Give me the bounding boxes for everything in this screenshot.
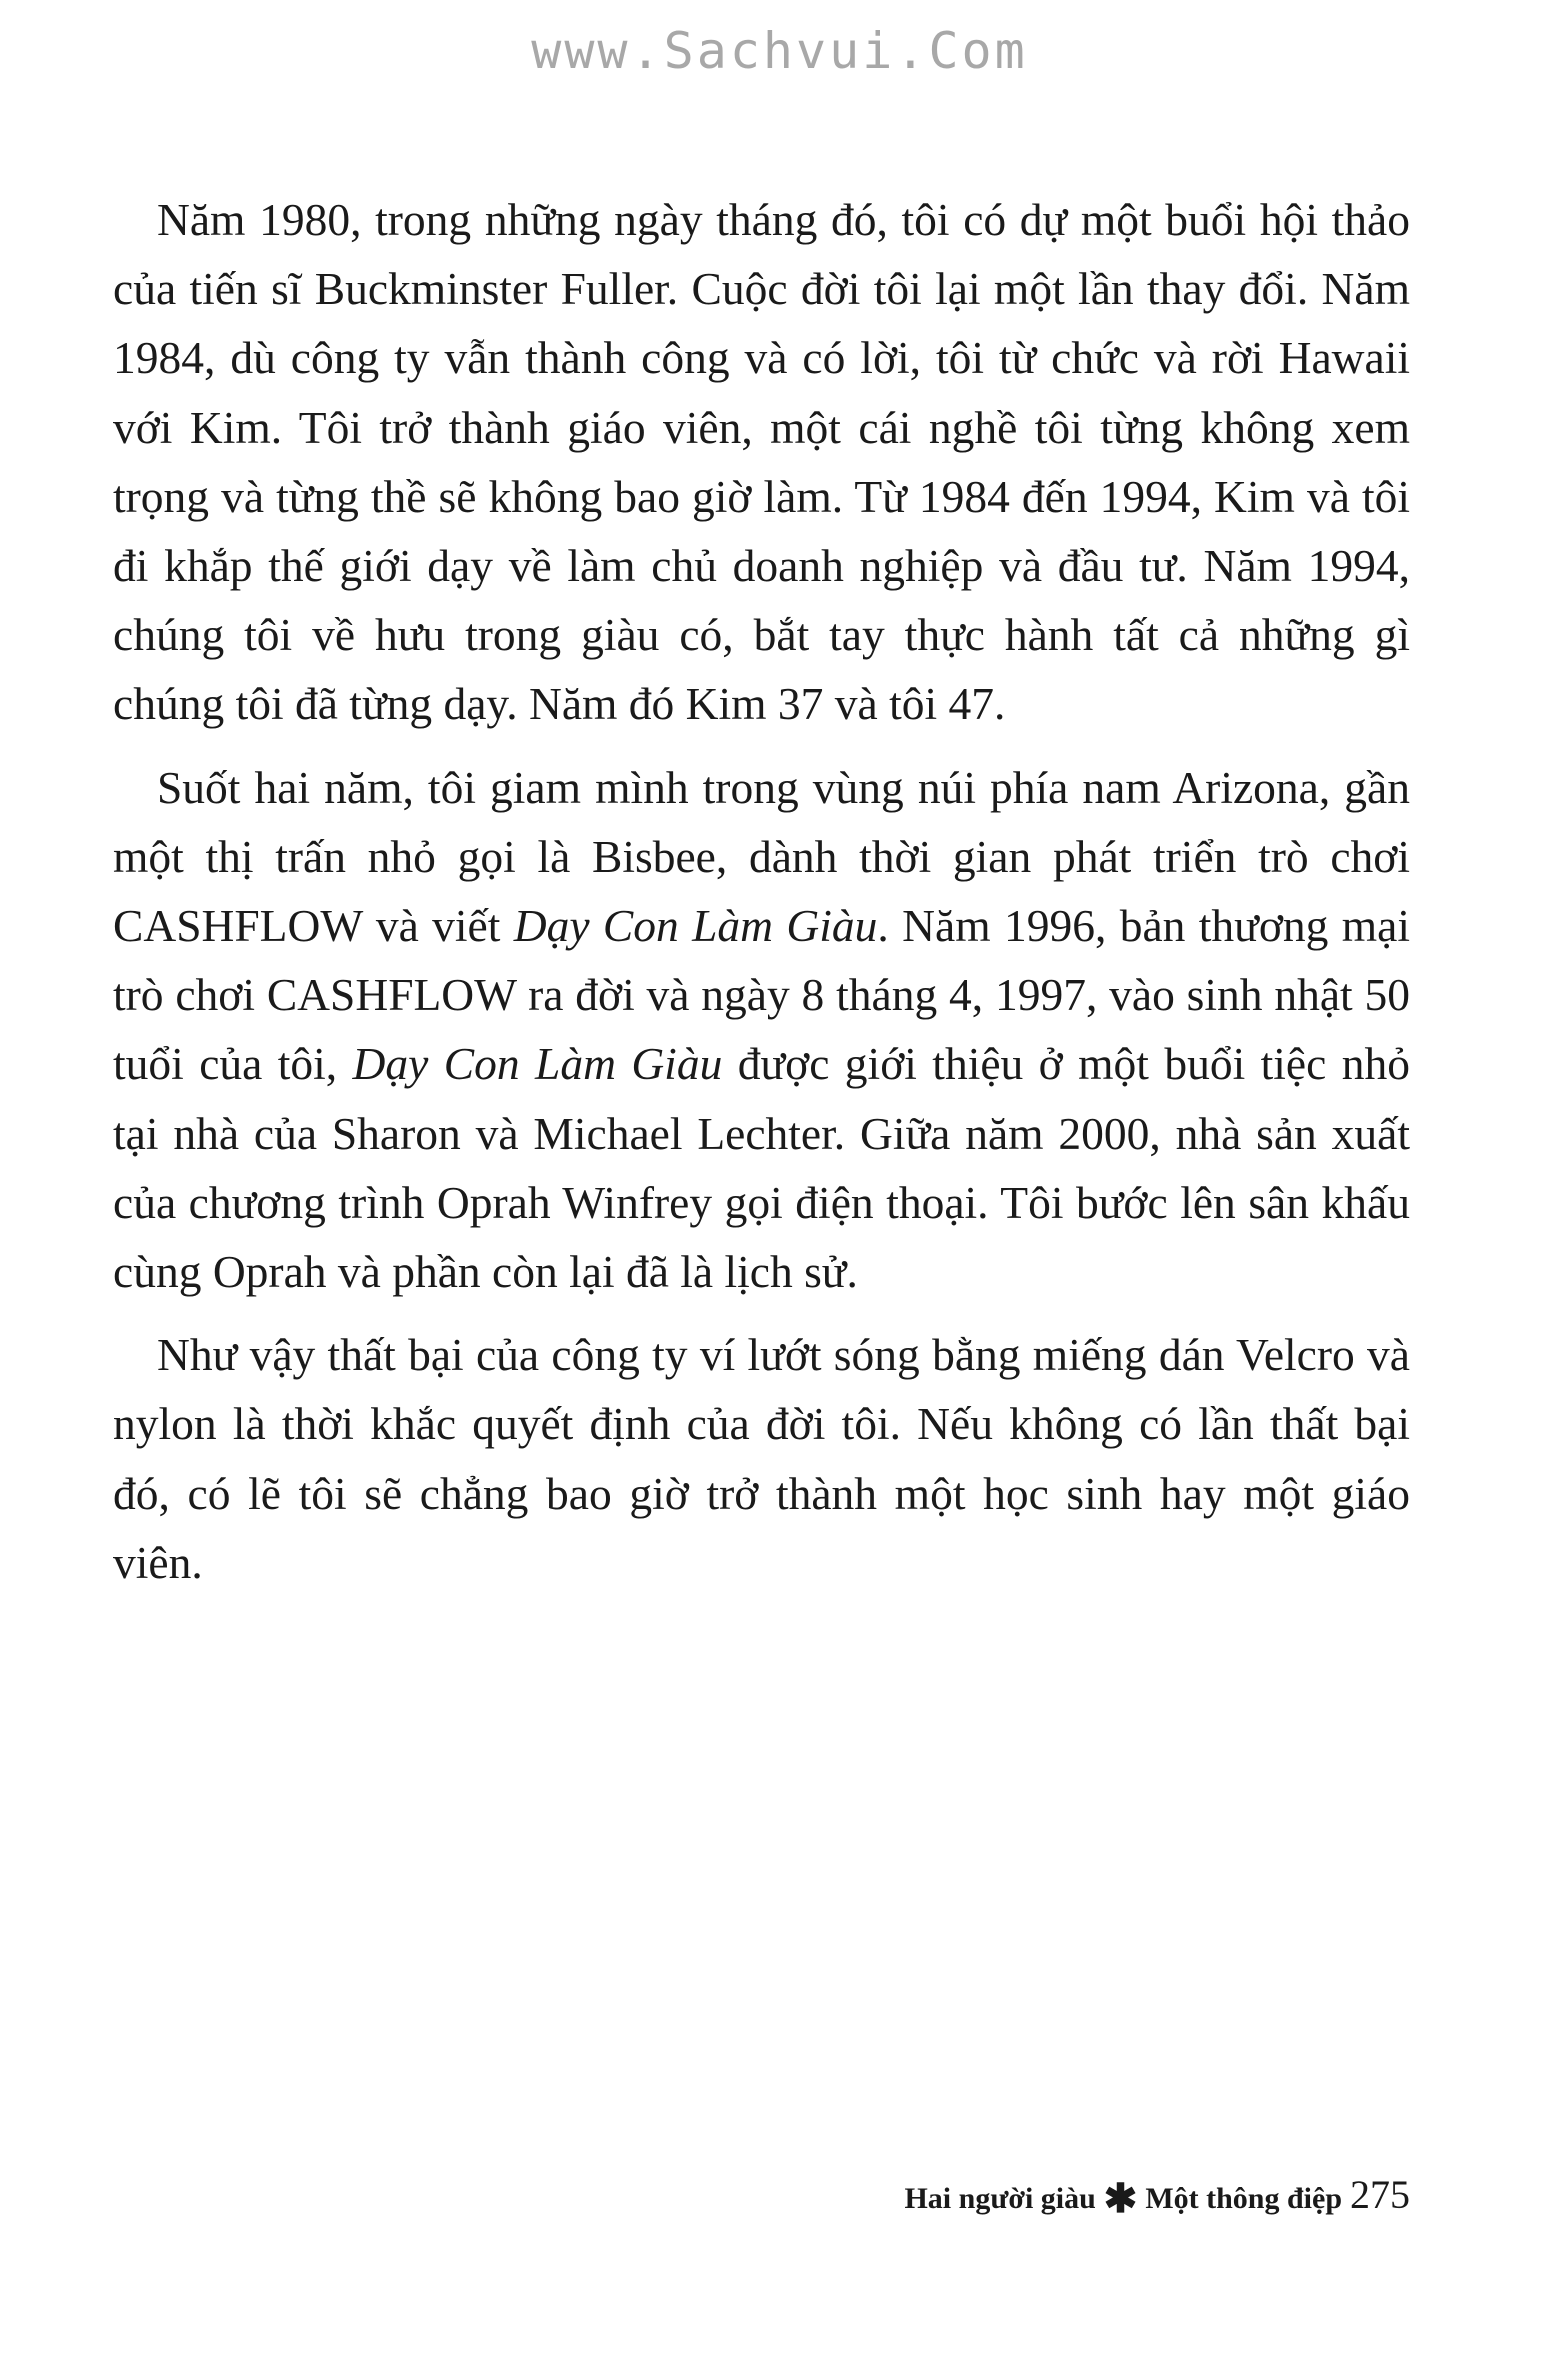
paragraph-2-text-a: Suốt hai năm, tôi giam mình trong vùng núi phía nam Arizona, gần một thị trấn nhỏ gọi là Bisbee, dành thời gian phát triển trò chơi CASHFLOW và viết [113, 761, 1410, 952]
paragraph-1: Năm 1980, trong những ngày tháng đó, tôi có dự một buổi hội thảo của tiến sĩ Buckminster Fuller. Cuộc đời tôi lại một lần thay đổi. Năm 1984, dù công ty vẫn thành công và có lời, tôi từ chức và rời Hawaii với Kim. Tôi trở thành giáo viên, một cái nghề tôi từng không xem trọng và từng thề sẽ không bao giờ làm. Từ 1984 đến 1994, Kim và tôi đi khắp thế giới dạy về làm chủ doanh nghiệp và đầu tư. Năm 1994, chúng tôi về hưu trong giàu có, bắt tay thực hành tất cả những gì chúng tôi đã từng dạy. Năm đó Kim 37 và tôi 47. [113, 194, 1410, 730]
book-title-italic: Dạy Con Làm Giàu [352, 1038, 723, 1090]
body-text [113, 185, 1410, 1611]
page-number: 275 [1350, 2172, 1410, 2217]
running-head-right: Một thông điệp [1145, 2182, 1342, 2215]
paragraph-2-text-c: được giới thiệu ở một buổi tiệc nhỏ tại nhà của Sharon và Michael Lechter. Giữa năm 2000, nhà sản xuất của chương trình Oprah Winfrey gọi điện thoại. Tôi bước lên sân khấu cùng Oprah và phần còn lại đã là lịch sử. [113, 1038, 1410, 1298]
asterisk-separator-icon: ✱ [1103, 2176, 1138, 2221]
paragraph-2-text-b: . Năm 1996, bản thương mại trò chơi CASHFLOW ra đời và ngày 8 tháng 4, 1997, vào sinh nhật 50 tuổi của tôi, [113, 900, 1410, 1090]
running-head-left: Hai người giàu [904, 2182, 1096, 2215]
paragraph-3: Như vậy thất bại của công ty ví lướt sóng bằng miếng dán Velcro và nylon là thời khắc quyết định của đời tôi. Nếu không có lần thất bại đó, có lẽ tôi sẽ chẳng bao giờ trở thành một học sinh hay một giáo viên. [113, 1329, 1410, 1588]
book-title-italic: Dạy Con Làm Giàu [513, 900, 878, 952]
page-footer [904, 2171, 1410, 2222]
watermark-text: www.Sachvui.Com [531, 22, 1028, 80]
paragraph-2 [113, 753, 1410, 1307]
